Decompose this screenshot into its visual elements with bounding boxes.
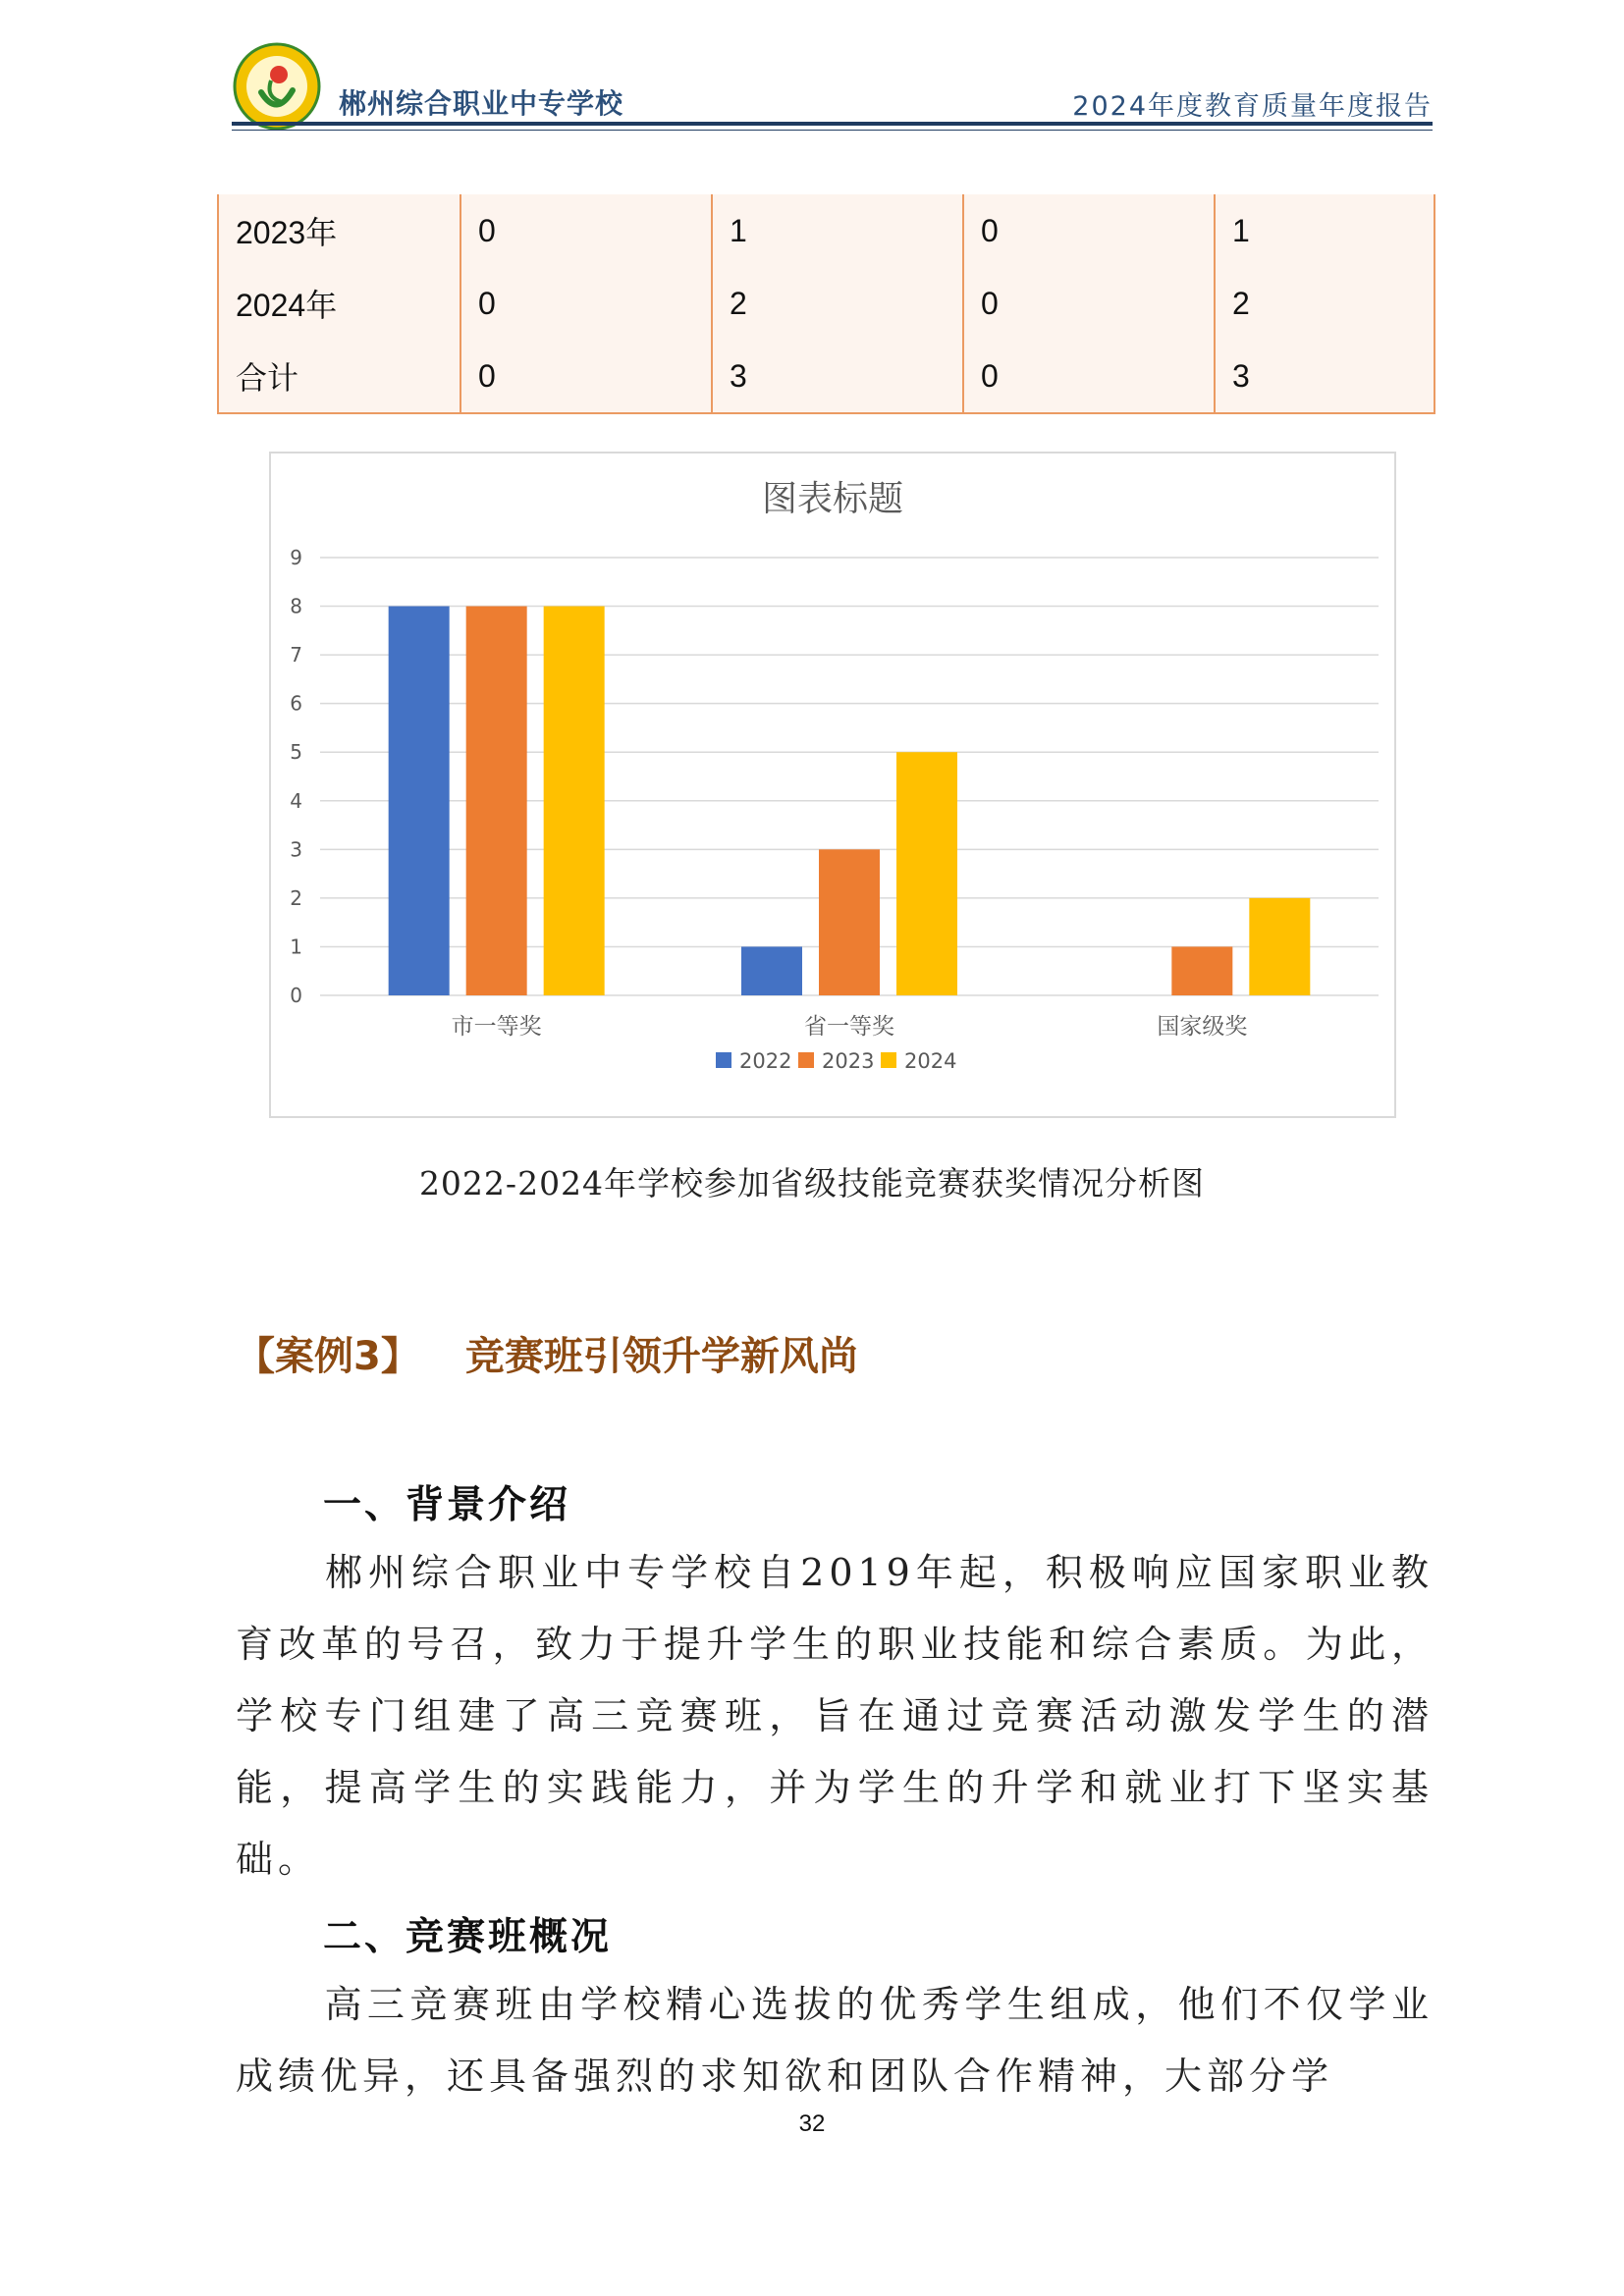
bar-2024 bbox=[544, 607, 605, 995]
table-cell: 2024年 bbox=[218, 267, 460, 340]
legend-swatch bbox=[716, 1052, 731, 1068]
table-cell: 0 bbox=[460, 340, 712, 413]
y-tick-label: 3 bbox=[290, 837, 302, 862]
legend-swatch bbox=[798, 1052, 814, 1068]
y-tick-label: 5 bbox=[290, 740, 302, 765]
body-paragraph bbox=[236, 1537, 1434, 1896]
figure-caption: 2022-2024年学校参加省级技能竞赛获奖情况分析图 bbox=[418, 1164, 1206, 1202]
legend-label: 2023 bbox=[822, 1049, 875, 1073]
paragraph-text: 郴州综合职业中专学校自2019年起，积极响应国家职业教育改革的号召，致力于提升学生的职业技能和综合素质。为此，学校专门组建了高三竞赛班，旨在通过竞赛活动激发学生的潜能，提高学生的实践能力，并为学生的升学和就业打下坚实基础。 bbox=[236, 1551, 1434, 1881]
case-title: 竞赛班引领升学新风尚 bbox=[464, 1334, 858, 1379]
x-tick-label: 国家级奖 bbox=[1157, 1014, 1248, 1040]
y-tick-label: 7 bbox=[290, 643, 302, 667]
table-cell: 合计 bbox=[218, 340, 460, 413]
y-tick-label: 8 bbox=[290, 594, 302, 618]
school-name: 郴州综合职业中专学校 bbox=[339, 87, 624, 120]
table-row bbox=[218, 194, 1435, 267]
bar-2023 bbox=[819, 849, 880, 995]
header-rule-thin bbox=[232, 130, 1433, 131]
case-label: 【案例3】 bbox=[236, 1334, 420, 1379]
table-cell: 0 bbox=[963, 340, 1215, 413]
table-cell: 0 bbox=[963, 267, 1215, 340]
section-heading: 一、背景介绍 bbox=[323, 1483, 571, 1527]
award-count-table bbox=[217, 194, 1435, 414]
chart-title: 图表标题 bbox=[761, 479, 903, 519]
legend-label: 2024 bbox=[904, 1049, 957, 1073]
bar-2023 bbox=[1171, 946, 1232, 995]
legend-label: 2022 bbox=[739, 1049, 792, 1073]
table-cell: 1 bbox=[1215, 194, 1435, 267]
table-cell: 3 bbox=[712, 340, 963, 413]
page-number: 32 bbox=[798, 2110, 826, 2137]
x-tick-label: 省一等奖 bbox=[804, 1014, 894, 1040]
legend-swatch bbox=[881, 1052, 896, 1068]
y-tick-label: 4 bbox=[290, 788, 302, 813]
y-tick-label: 9 bbox=[290, 546, 302, 569]
y-tick-label: 1 bbox=[290, 934, 302, 959]
table-cell: 0 bbox=[460, 267, 712, 340]
table-cell: 2 bbox=[1215, 267, 1435, 340]
x-tick-label: 市一等奖 bbox=[451, 1014, 542, 1040]
case-heading bbox=[236, 1325, 858, 1381]
bar-2024 bbox=[1249, 898, 1310, 995]
award-chart bbox=[269, 452, 1396, 1118]
table-cell: 2023年 bbox=[218, 194, 460, 267]
table-cell: 3 bbox=[1215, 340, 1435, 413]
table-cell: 0 bbox=[963, 194, 1215, 267]
bar-2022 bbox=[741, 946, 802, 995]
report-title: 2024年度教育质量年度报告 bbox=[1072, 91, 1433, 122]
table-cell: 0 bbox=[460, 194, 712, 267]
y-tick-label: 0 bbox=[290, 984, 302, 1007]
y-tick-label: 2 bbox=[290, 885, 302, 910]
bar-2023 bbox=[466, 607, 527, 995]
table-cell: 2 bbox=[712, 267, 963, 340]
table-row bbox=[218, 267, 1435, 340]
paragraph-text: 高三竞赛班由学校精心选拔的优秀学生组成，他们不仅学业成绩优异，还具备强烈的求知欲和团队合作精神，大部分学 bbox=[236, 1983, 1434, 2098]
section-heading: 二、竞赛班概况 bbox=[323, 1915, 613, 1959]
y-tick-label: 6 bbox=[290, 691, 302, 716]
school-logo bbox=[232, 41, 322, 132]
chart-canvas bbox=[271, 454, 1394, 1116]
header-rule bbox=[232, 122, 1433, 126]
table-cell: 1 bbox=[712, 194, 963, 267]
bar-2022 bbox=[389, 607, 450, 995]
table-row bbox=[218, 340, 1435, 413]
body-paragraph bbox=[236, 1969, 1434, 2112]
bar-2024 bbox=[896, 752, 957, 995]
